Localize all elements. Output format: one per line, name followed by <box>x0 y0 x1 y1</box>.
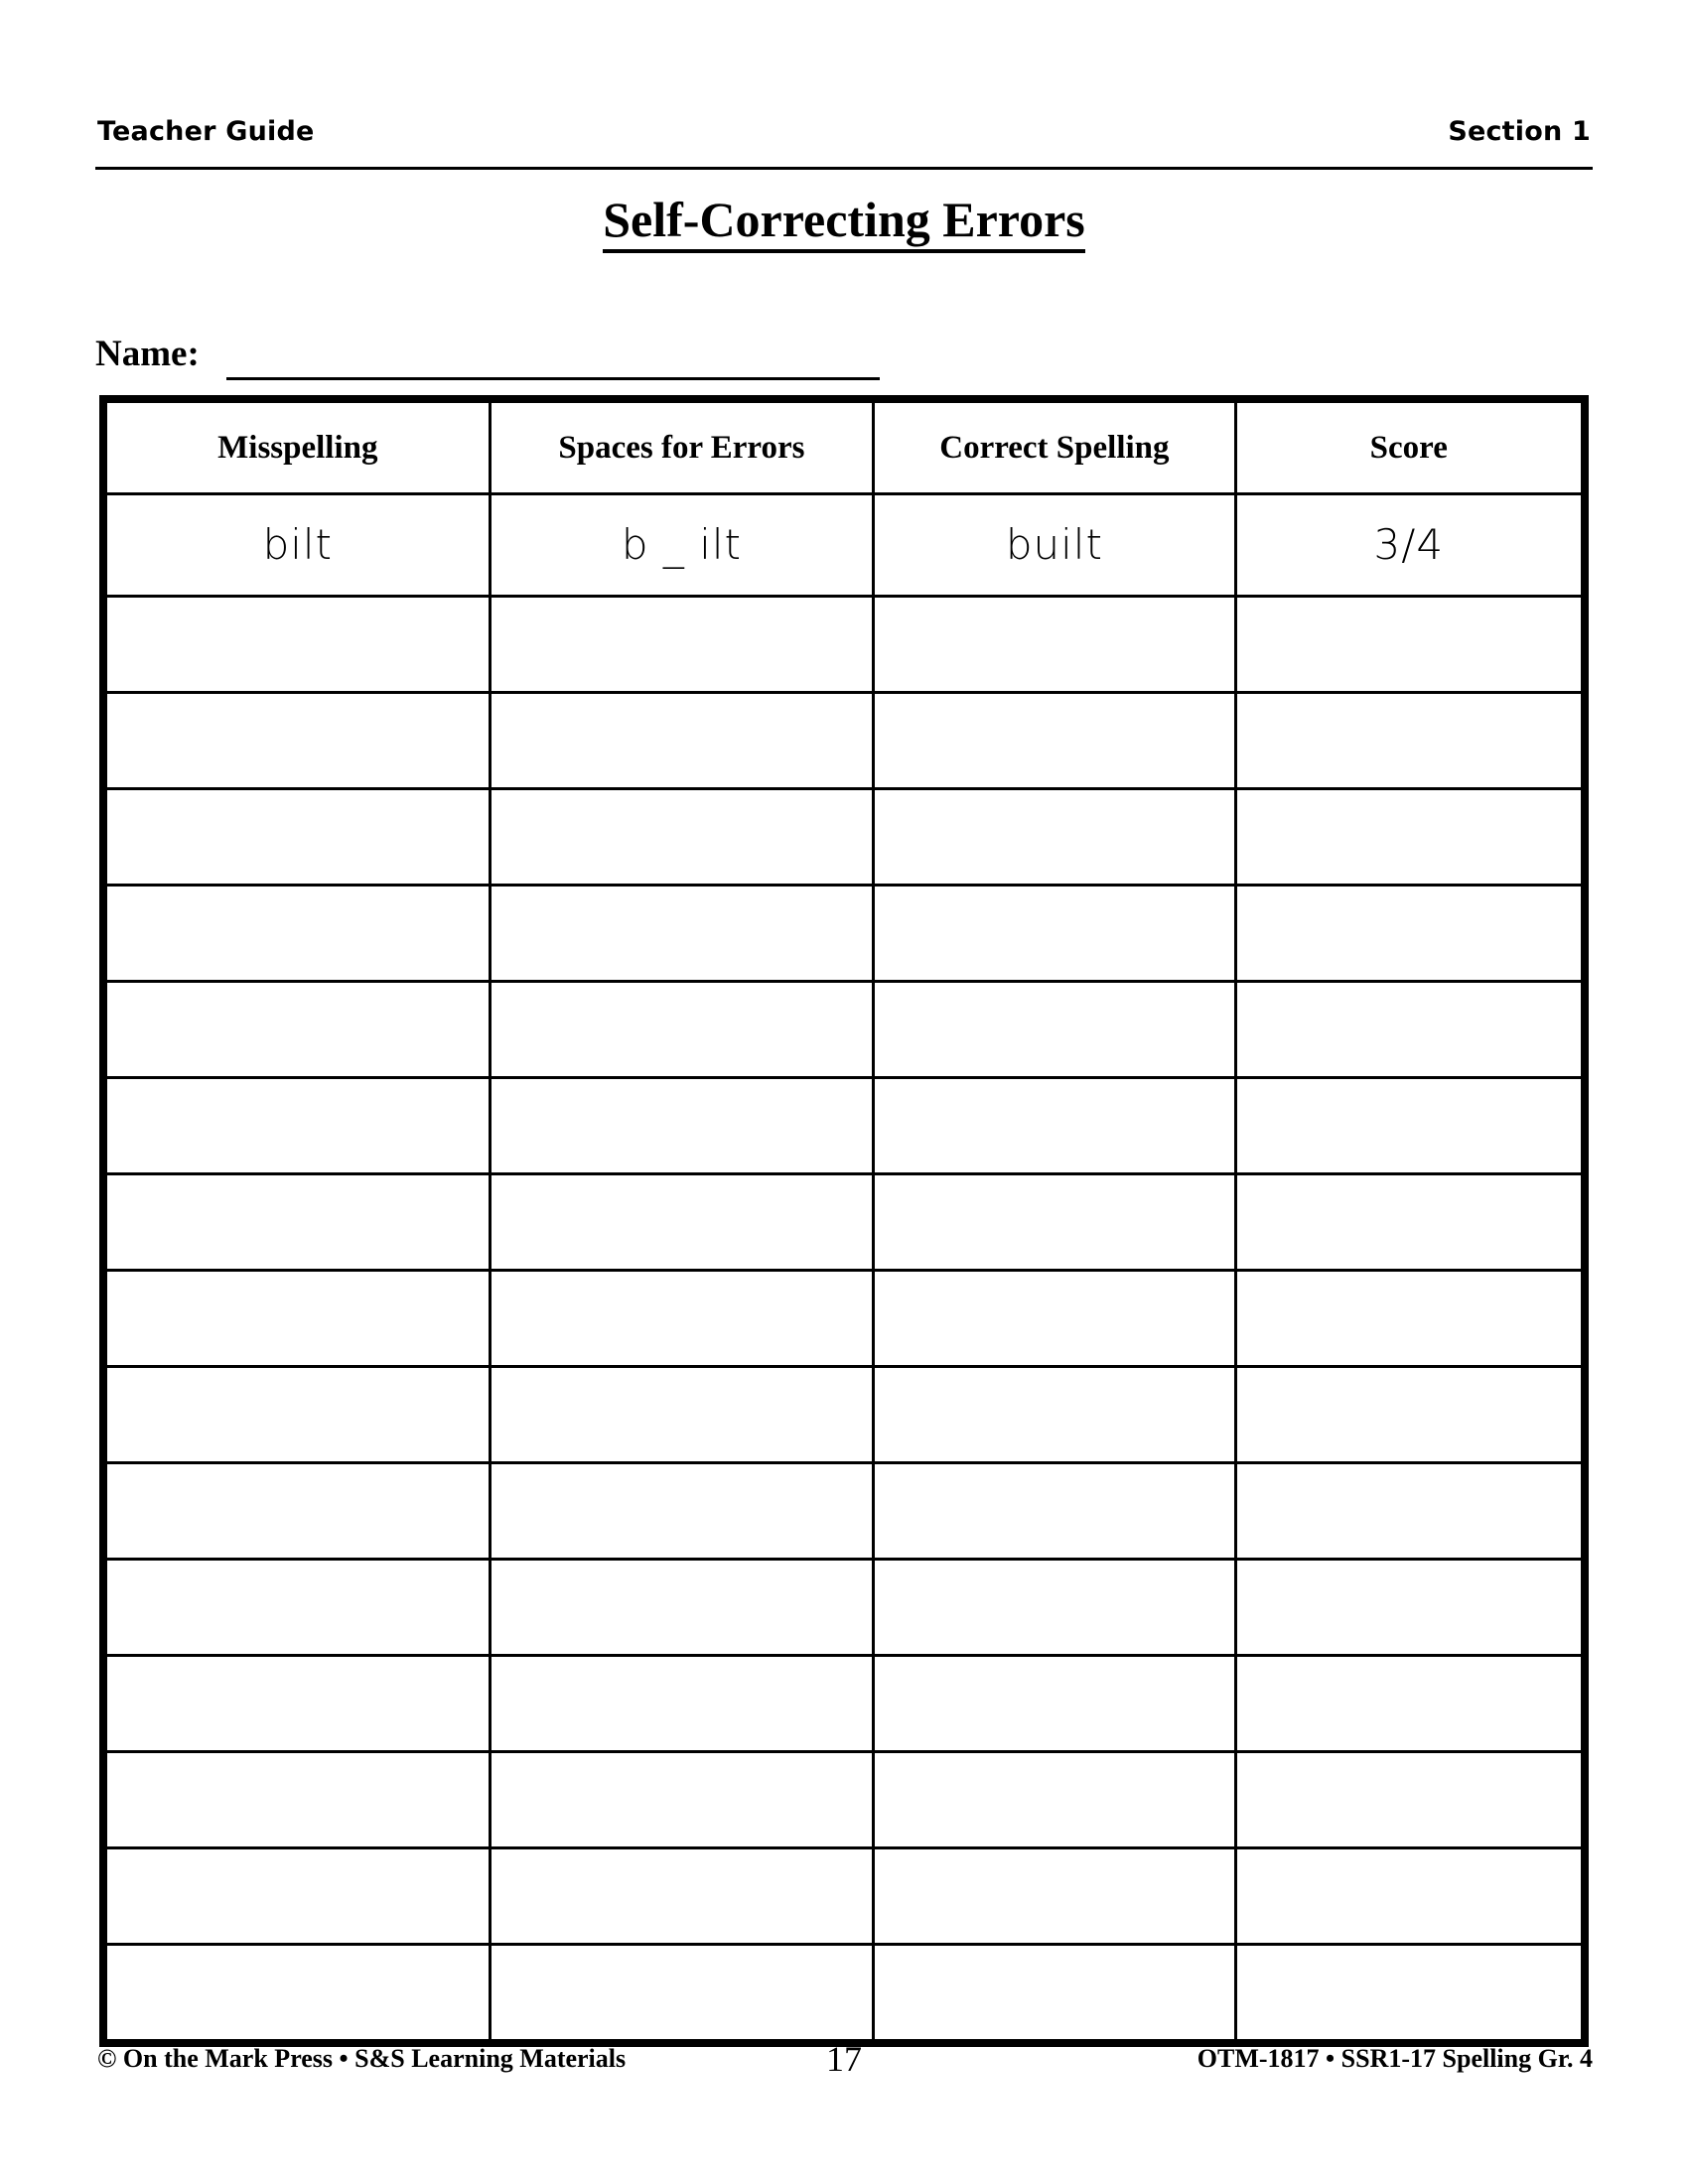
cell-score[interactable] <box>1235 1463 1582 1560</box>
table-body <box>106 494 1583 2041</box>
page-title <box>0 189 1688 250</box>
cell-score[interactable] <box>1235 886 1582 982</box>
header-right-label: Section 1 <box>1448 116 1591 147</box>
cell-correct-spelling[interactable] <box>874 1078 1235 1174</box>
cell-spaces-for-errors[interactable] <box>490 1078 874 1174</box>
cell-score[interactable] <box>1235 1656 1582 1752</box>
header-divider-rule <box>95 167 1593 170</box>
name-input-line[interactable] <box>226 377 880 380</box>
cell-misspelling[interactable] <box>106 1367 491 1463</box>
cell-score[interactable] <box>1235 1174 1582 1271</box>
table-row <box>106 789 1583 886</box>
table-row <box>106 693 1583 789</box>
column-header-spaces-for-errors: Spaces for Errors <box>490 402 874 494</box>
table-row <box>106 1945 1583 2041</box>
cell-score[interactable] <box>1235 1848 1582 1945</box>
cell-misspelling[interactable] <box>106 693 491 789</box>
cell-spaces-for-errors[interactable] <box>490 1848 874 1945</box>
table-row <box>106 1560 1583 1656</box>
cell-score[interactable] <box>1235 1367 1582 1463</box>
footer-copyright: © On the Mark Press • S&S Learning Materials <box>97 2044 627 2073</box>
table-row <box>106 886 1583 982</box>
cell-spaces-for-errors[interactable] <box>490 1463 874 1560</box>
table-row <box>106 1463 1583 1560</box>
cell-spaces-for-errors[interactable] <box>490 886 874 982</box>
table-row <box>106 1078 1583 1174</box>
column-header-misspelling: Misspelling <box>106 402 491 494</box>
cell-misspelling[interactable]: bilt <box>106 494 491 597</box>
cell-misspelling[interactable] <box>106 1078 491 1174</box>
cell-correct-spelling[interactable] <box>874 886 1235 982</box>
page-footer <box>95 2037 1593 2083</box>
cell-correct-spelling[interactable] <box>874 1367 1235 1463</box>
cell-correct-spelling[interactable] <box>874 1945 1235 2041</box>
cell-correct-spelling[interactable] <box>874 1656 1235 1752</box>
cell-spaces-for-errors[interactable] <box>490 1945 874 2041</box>
cell-score[interactable] <box>1235 1752 1582 1848</box>
cell-correct-spelling[interactable] <box>874 1752 1235 1848</box>
table-row <box>106 982 1583 1078</box>
table-row <box>106 1367 1583 1463</box>
table-row <box>106 494 1583 597</box>
page-title-text: Self-Correcting Errors <box>603 192 1085 253</box>
cell-spaces-for-errors[interactable] <box>490 1752 874 1848</box>
column-header-correct-spelling: Correct Spelling <box>874 402 1235 494</box>
cell-spaces-for-errors[interactable] <box>490 1656 874 1752</box>
cell-correct-spelling[interactable] <box>874 1560 1235 1656</box>
name-field <box>95 332 910 383</box>
self-correcting-errors-table <box>99 395 1589 2047</box>
cell-score[interactable] <box>1235 597 1582 693</box>
cell-misspelling[interactable] <box>106 982 491 1078</box>
cell-correct-spelling[interactable] <box>874 597 1235 693</box>
footer-product-code: OTM-1817 • SSR1-17 Spelling Gr. 4 <box>1196 2044 1593 2073</box>
cell-misspelling[interactable] <box>106 1752 491 1848</box>
cell-misspelling[interactable] <box>106 1271 491 1367</box>
cell-misspelling[interactable] <box>106 597 491 693</box>
cell-correct-spelling[interactable] <box>874 1271 1235 1367</box>
cell-score[interactable] <box>1235 693 1582 789</box>
cell-misspelling[interactable] <box>106 1945 491 2041</box>
cell-misspelling[interactable] <box>106 1174 491 1271</box>
cell-spaces-for-errors[interactable] <box>490 982 874 1078</box>
header-left-label: Teacher Guide <box>97 116 315 147</box>
table-row <box>106 1752 1583 1848</box>
running-header <box>95 115 1591 159</box>
cell-score[interactable]: 3/4 <box>1235 494 1582 597</box>
cell-correct-spelling[interactable] <box>874 789 1235 886</box>
table-row <box>106 1271 1583 1367</box>
cell-spaces-for-errors[interactable] <box>490 597 874 693</box>
column-header-score: Score <box>1235 402 1582 494</box>
cell-misspelling[interactable] <box>106 1656 491 1752</box>
cell-misspelling[interactable] <box>106 1560 491 1656</box>
table-row <box>106 597 1583 693</box>
cell-score[interactable] <box>1235 1945 1582 2041</box>
cell-misspelling[interactable] <box>106 1463 491 1560</box>
cell-score[interactable] <box>1235 1078 1582 1174</box>
cell-misspelling[interactable] <box>106 886 491 982</box>
name-label: Name: <box>95 334 200 374</box>
cell-correct-spelling[interactable]: built <box>874 494 1235 597</box>
cell-spaces-for-errors[interactable] <box>490 1367 874 1463</box>
table-row <box>106 1656 1583 1752</box>
table-header-row <box>106 402 1583 494</box>
cell-correct-spelling[interactable] <box>874 982 1235 1078</box>
cell-spaces-for-errors[interactable] <box>490 693 874 789</box>
table-row <box>106 1174 1583 1271</box>
cell-misspelling[interactable] <box>106 789 491 886</box>
cell-spaces-for-errors[interactable] <box>490 789 874 886</box>
cell-correct-spelling[interactable] <box>874 693 1235 789</box>
cell-spaces-for-errors[interactable] <box>490 1271 874 1367</box>
cell-score[interactable] <box>1235 982 1582 1078</box>
cell-correct-spelling[interactable] <box>874 1463 1235 1560</box>
cell-score[interactable] <box>1235 1271 1582 1367</box>
cell-correct-spelling[interactable] <box>874 1174 1235 1271</box>
cell-spaces-for-errors[interactable] <box>490 1174 874 1271</box>
cell-score[interactable] <box>1235 789 1582 886</box>
page-number: 17 <box>826 2039 862 2079</box>
cell-misspelling[interactable] <box>106 1848 491 1945</box>
cell-spaces-for-errors[interactable]: b _ ilt <box>490 494 874 597</box>
cell-spaces-for-errors[interactable] <box>490 1560 874 1656</box>
cell-score[interactable] <box>1235 1560 1582 1656</box>
table-row <box>106 1848 1583 1945</box>
cell-correct-spelling[interactable] <box>874 1848 1235 1945</box>
